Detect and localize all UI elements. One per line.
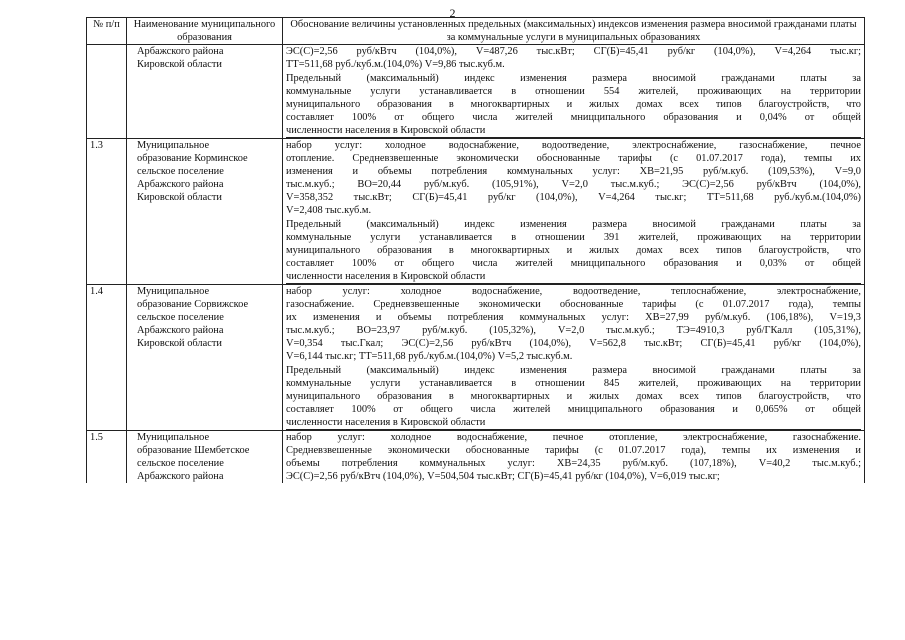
- table-row: [87, 431, 865, 484]
- tariff-description-line: Средневзвешенные экономически обоснованные тарифы (с 01.07.2017 года), темпы их изменения и: [286, 445, 861, 456]
- municipality-name: [127, 139, 283, 285]
- limit-index-line: численности населения в Кировской области: [286, 270, 861, 284]
- tariff-description-line: V=6,144 тыс.кг; ТТ=511,68 руб./куб.м.(104,0%) V=5,2 тыс.куб.м.: [286, 351, 573, 362]
- municipality-name: [127, 45, 283, 139]
- municipality-name-line: сельское поселение: [137, 312, 224, 323]
- tariff-description: [286, 139, 861, 217]
- limit-index-line: численности населения в Кировской области: [286, 124, 861, 138]
- municipality-name-line: Кировской области: [137, 59, 222, 70]
- limit-index-line: муниципального образования в многоквартирных и жилых домах всех типов благоустройств, что: [286, 99, 861, 110]
- limit-index-line: муниципального образования в многоквартирных и жилых домах всех типов благоустройств, что: [286, 245, 861, 256]
- municipality-name-line: сельское поселение: [137, 458, 224, 469]
- limit-index-paragraph: [286, 72, 861, 138]
- row-number: 1.4: [87, 285, 127, 431]
- page-number: 2: [449, 6, 456, 20]
- limit-index-line: коммунальные услуги устанавливается в отношении 554 жителей, проживающих на территории: [286, 86, 861, 97]
- municipality-name-line: образование Корминское: [137, 153, 248, 164]
- row-number: [87, 45, 127, 139]
- tariff-description-line: отопление. Средневзвешенные экономически обоснованные тарифы (с 01.07.2017 года), темпы их: [286, 153, 861, 164]
- municipality-name-line: Арбажского района: [137, 471, 224, 482]
- header-name: Наименование муниципального образования: [127, 18, 283, 45]
- municipality-name-line: Кировской области: [137, 338, 222, 349]
- tariff-description: [286, 285, 861, 363]
- justification-text: [283, 431, 865, 484]
- tariff-description-line: набор услуг: холодное водоснабжение, водоотведение, электроснабжение, газоснабжение, печное: [286, 140, 861, 151]
- tariff-description-line: тыс.м.куб.; ВО=23,97 руб/м.куб. (105,32%), V=2,0 тыс.м.куб.; ТЭ=4910,3 руб/ГКалл (105,31%),: [286, 325, 861, 336]
- limit-index-line: составляет 100% от общего числа жителей мницципального образования и 0,03% от общей: [286, 258, 861, 269]
- table-row: [87, 139, 865, 285]
- tariff-description-line: тыс.м.куб.; ВО=20,44 руб/м.куб. (105,91%), V=2,0 тыс.м.куб.; ЭС(С)=2,56 руб/кВтч (104,0%),: [286, 179, 861, 190]
- tariff-description-line: ТТ=511,68 руб./куб.м.(104,0%) V=9,86 тыс.куб.м.: [286, 59, 505, 70]
- limit-index-line: составляет 100% от общего числа жителей мницципального образования и 0,04% от общей: [286, 112, 861, 123]
- tariff-description: [286, 45, 861, 71]
- municipality-name-line: Муниципальное: [137, 432, 210, 443]
- municipality-name-line: Арбажского района: [137, 46, 224, 57]
- tariff-description-line: ЭС(С)=2,56 руб/кВтч (104,0%), V=504,504 тыс.кВт; СГ(Б)=45,41 руб/кг (104,0%), V=6,019 тыс.кг;: [286, 471, 720, 482]
- tariff-description-line: V=0,354 тыс.Гкал; ЭС(С)=2,56 руб/кВтч (104,0%), V=562,8 тыс.кВт; СГ(Б)=45,41 руб/кг (104,0%),: [286, 338, 861, 349]
- municipality-name-line: Арбажского района: [137, 179, 224, 190]
- header-description: Обоснование величины установленных предельных (максимальных) индексов изменения размера вносимой гражданами платы за коммунальные услуги в муниципальных образованиях: [283, 18, 865, 45]
- tariff-description-line: ЭС(С)=2,56 руб/кВтч (104,0%), V=487,26 тыс.кВт; СГ(Б)=45,41 руб/кг (104,0%), V=4,264 тыс.кг;: [286, 46, 861, 57]
- limit-index-line: численности населения в Кировской области: [286, 416, 861, 430]
- justification-text: [283, 139, 865, 285]
- tariff-description-line: набор услуг: холодное водоснабжение, печное отопление, электроснабжение, газоснабжение.: [286, 432, 861, 443]
- tariff-description-line: V=2,408 тыс.куб.м.: [286, 205, 372, 216]
- limit-index-line: коммунальные услуги устанавливается в отношении 391 жителей, проживающих на территории: [286, 232, 861, 243]
- tariff-description-line: набор услуг: холодное водоснабжение, водоотведение, теплоснабжение, электроснабжение,: [286, 286, 861, 297]
- municipality-name-line: образование Сорвижское: [137, 299, 249, 310]
- justification-text: [283, 45, 865, 139]
- header-number: № п/п: [87, 18, 127, 45]
- limit-index-line: коммунальные услуги устанавливается в отношении 845 жителей, проживающих на территории: [286, 378, 861, 389]
- limit-index-paragraph: [286, 218, 861, 284]
- tariff-description-line: объемы потребления коммунальных услуг: ХВ=24,35 руб/м.куб. (107,18%), V=40,2 тыс.м.куб.;: [286, 458, 861, 469]
- table-row: [87, 285, 865, 431]
- municipality-name-line: Кировской области: [137, 192, 222, 203]
- municipality-name-line: Муниципальное: [137, 140, 210, 151]
- tariff-description-line: V=358,352 тыс.кВт; СГ(Б)=45,41 руб/кг (104,0%), V=4,264 тыс.кг; ТТ=511,68 руб./куб.м.(104,0%): [286, 192, 861, 203]
- limit-index-line: Предельный (максимальный) индекс изменения размера вносимой гражданами платы за: [286, 365, 861, 376]
- table-row: [87, 45, 865, 139]
- limit-index-line: Предельный (максимальный) индекс изменения размера вносимой гражданами платы за: [286, 219, 861, 230]
- row-number: 1.5: [87, 431, 127, 484]
- municipality-name-line: образование Шембетское: [137, 445, 250, 456]
- limit-index-paragraph: [286, 364, 861, 430]
- tariff-description-line: газоснабжение. Средневзвешенные экономически обоснованные тарифы (с 01.07.2017 года), темпы: [286, 299, 861, 310]
- limit-index-line: Предельный (максимальный) индекс изменения размера вносимой гражданами платы за: [286, 73, 861, 84]
- tariff-description-line: их изменения и объемы потребления коммунальных услуг: ХВ=27,99 руб/м.куб. (106,18%), V=19,3: [286, 312, 861, 323]
- municipality-name-line: Арбажского района: [137, 325, 224, 336]
- municipality-name-line: Муниципальное: [137, 286, 210, 297]
- tariff-description-line: изменения и объемы потребления коммунальных услуг: ХВ=21,95 руб/м.куб. (109,53%), V=9,0: [286, 166, 861, 177]
- tariff-table: [86, 17, 865, 483]
- row-number: 1.3: [87, 139, 127, 285]
- table-header-row: [87, 18, 865, 45]
- municipality-name: [127, 431, 283, 484]
- justification-text: [283, 285, 865, 431]
- limit-index-line: составляет 100% от общего числа жителей мницципального образования и 0,065% от общей: [286, 404, 861, 415]
- limit-index-line: муниципального образования в многоквартирных и жилых домах всех типов благоустройств, что: [286, 391, 861, 402]
- tariff-description: [286, 431, 861, 483]
- municipality-name-line: сельское поселение: [137, 166, 224, 177]
- municipality-name: [127, 285, 283, 431]
